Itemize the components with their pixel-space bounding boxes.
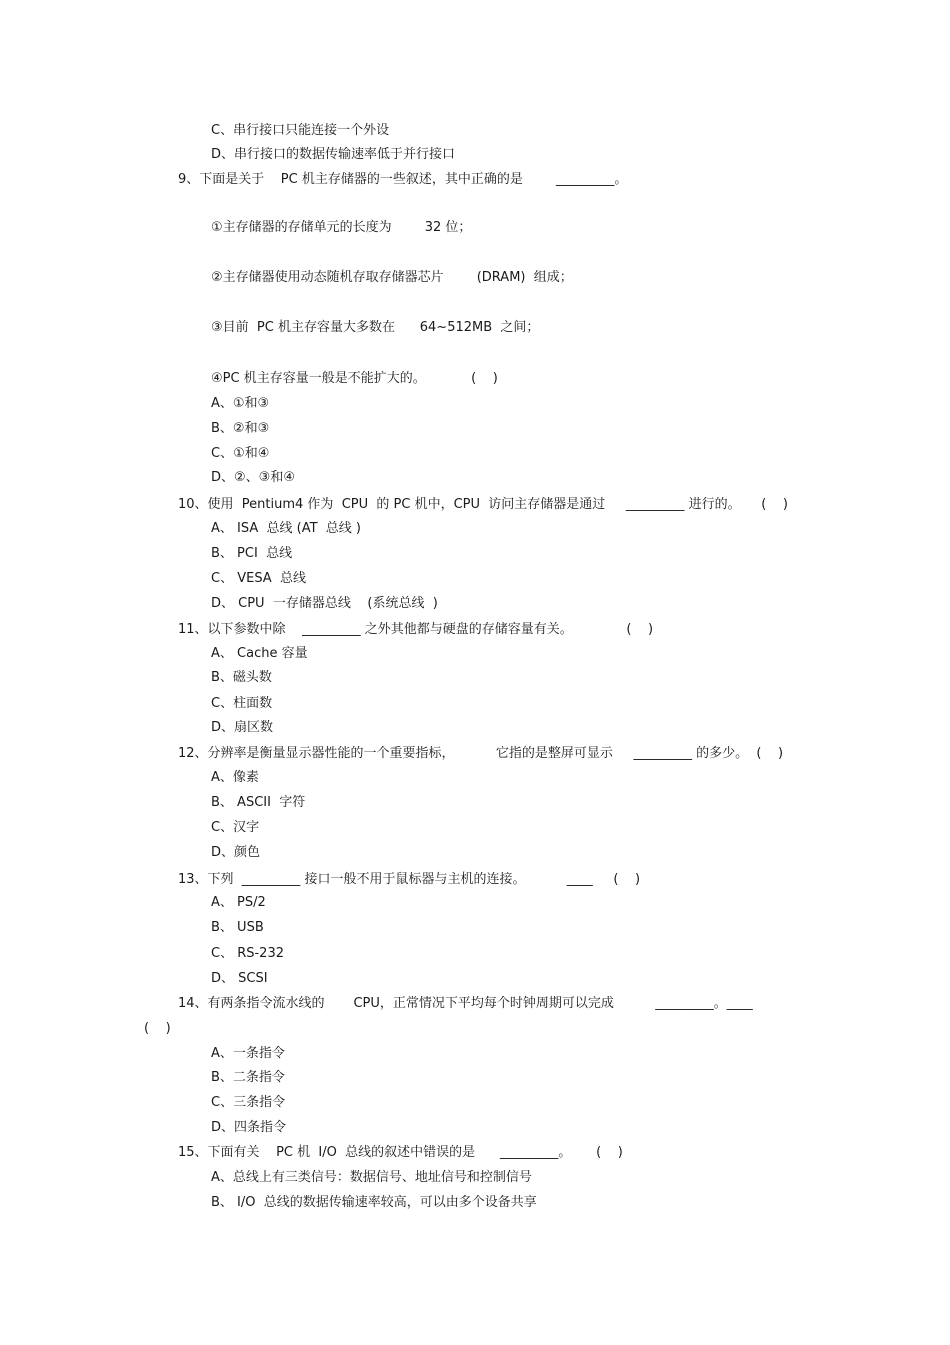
option-d: D、扇区数: [211, 720, 274, 735]
option-b: B、 USB: [211, 920, 264, 935]
option-c: C、三条指令: [211, 1095, 286, 1110]
option-a: A、一条指令: [211, 1046, 285, 1061]
option-b: B、 PCI 总线: [211, 546, 293, 561]
statement-2: ②主存储器使用动态随机存取存储器芯片 (DRAM) 组成；: [211, 270, 573, 285]
question-12: 12、分辨率是衡量显示器性能的一个重要指标， 它指的是整屏可显示 _________ 的多少。 ( ): [178, 746, 784, 761]
option-d: D、②、③和④: [211, 470, 295, 485]
option-c: C、 RS-232: [211, 946, 284, 961]
question-15: 15、下面有关 PC 机 I/O 总线的叙述中错误的是 _________。 ( ): [178, 1145, 623, 1160]
text-line: D、串行接口的数据传输速率低于并行接口: [211, 147, 456, 162]
question-13: 13、下列 _________ 接口一般不用于鼠标器与主机的连接。 ____ ( ): [178, 872, 641, 887]
option-c: C、汉字: [211, 820, 260, 835]
statement-3: ③目前 PC 机主存容量大多数在 64~512MB 之间；: [211, 320, 540, 335]
question-11: 11、以下参数中除 _________ 之外其他都与硬盘的存储容量有关。 ( ): [178, 622, 654, 637]
question-14: 14、有两条指令流水线的 CPU，正常情况下平均每个时钟周期可以完成 _________。____: [178, 996, 753, 1011]
option-d: D、 SCSI: [211, 971, 268, 986]
option-d: D、四条指令: [211, 1120, 287, 1135]
option-b: B、 ASCII 字符: [211, 795, 306, 810]
option-b: B、二条指令: [211, 1070, 285, 1085]
option-a: A、 Cache 容量: [211, 646, 308, 661]
option-a: A、总线上有三类信号：数据信号、地址信号和控制信号: [211, 1170, 532, 1185]
option-a: A、①和③: [211, 396, 270, 411]
option-b: B、②和③: [211, 421, 270, 436]
text-line: C、串行接口只能连接一个外设: [211, 123, 390, 138]
option-c: C、①和④: [211, 446, 270, 461]
option-c: C、 VESA 总线: [211, 571, 306, 586]
option-d: D、 CPU 一存储器总线 (系统总线 ): [211, 596, 438, 611]
statement-1: ①主存储器的存储单元的长度为 32 位；: [211, 220, 472, 235]
answer-brackets: ( ): [144, 1021, 171, 1036]
option-a: A、 PS/2: [211, 895, 266, 910]
option-b: B、磁头数: [211, 670, 272, 685]
option-a: A、像素: [211, 770, 259, 785]
option-a: A、 ISA 总线 (AT 总线 ): [211, 521, 362, 536]
question-9: 9、下面是关于 PC 机主存储器的一些叙述，其中正确的是 _________。: [178, 172, 628, 187]
option-d: D、颜色: [211, 845, 261, 860]
question-10: 10、使用 Pentium4 作为 CPU 的 PC 机中，CPU 访问主存储器是通过 _________ 进行的。 ( ): [178, 497, 788, 512]
statement-4: ④PC 机主存容量一般是不能扩大的。 ( ): [211, 371, 498, 386]
option-c: C、柱面数: [211, 696, 273, 711]
option-b: B、 I/O 总线的数据传输速率较高，可以由多个设备共享: [211, 1195, 537, 1210]
